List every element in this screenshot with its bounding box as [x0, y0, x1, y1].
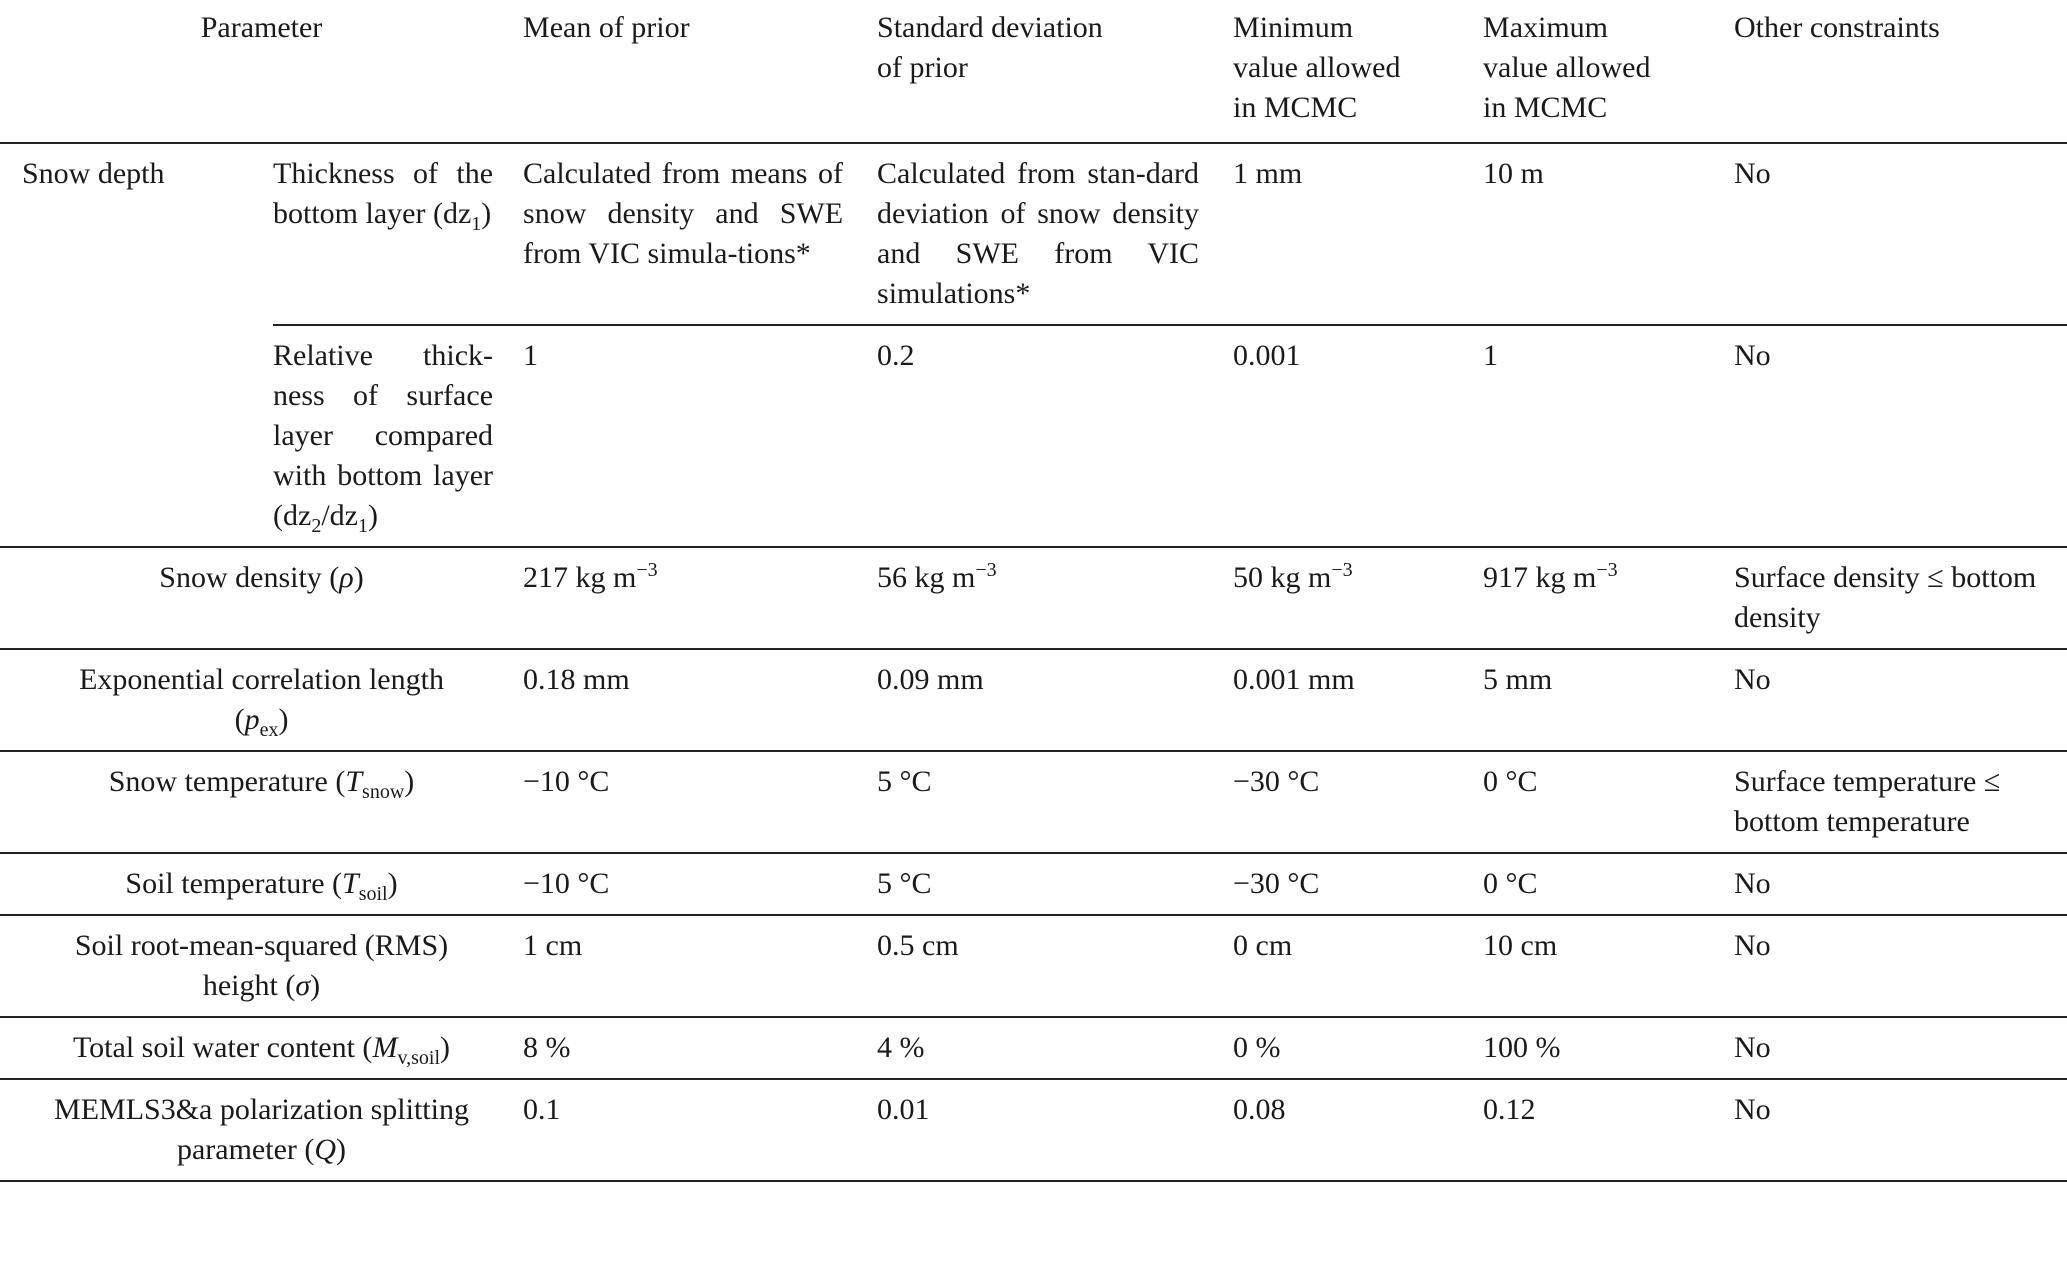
min-value: 0 %	[1233, 1017, 1483, 1079]
param-name: Snow temperature $(T_{snow})$	[0, 751, 523, 853]
min-value: 0 cm	[1233, 915, 1483, 1017]
min-value: −30 °C	[1233, 853, 1483, 915]
max-value: 5 mm	[1483, 649, 1734, 751]
param-name: Thickness of the bottom layer $(dz_1)$	[273, 143, 523, 325]
sd-value: 4 %	[877, 1017, 1233, 1079]
header-mean: Mean of prior	[523, 0, 877, 143]
mean-value: −10 °C	[523, 751, 877, 853]
min-value: 0.001	[1233, 325, 1483, 547]
header-max: Maximum value allowed in MCMC	[1483, 0, 1734, 143]
sd-value: 0.2	[877, 325, 1233, 547]
snow-depth-group-label: Snow depth	[0, 143, 273, 547]
max-value: 917 kg $m^{-3}$	[1483, 547, 1734, 649]
sd-value: 5 °C	[877, 853, 1233, 915]
other-value: No	[1734, 649, 2067, 751]
mean-value: 1 cm	[523, 915, 877, 1017]
max-value: 1	[1483, 325, 1734, 547]
table-row	[0, 649, 2067, 751]
mean-value: 217 kg $m^{-3}$	[523, 547, 877, 649]
other-value: No	[1734, 325, 2067, 547]
param-name: Soil root-mean-squared (RMS) height (σ)	[0, 915, 523, 1017]
param-name: MEMLS3&a polarization splitting parameter (Q)	[0, 1079, 523, 1181]
header-sd: Standard deviation of prior	[877, 0, 1233, 143]
table-row	[0, 143, 2067, 325]
other-value: Surface temperature ≤ bottom temperature	[1734, 751, 2067, 853]
other-value: No	[1734, 1017, 2067, 1079]
sd-value: Calculated from stan-dard deviation of snow density and SWE from VIC simulations*	[877, 143, 1233, 325]
param-name: Snow density (ρ)	[0, 547, 523, 649]
mean-value: 0.1	[523, 1079, 877, 1181]
sd-value: 0.5 cm	[877, 915, 1233, 1017]
table-row	[0, 1017, 2067, 1079]
table-row	[0, 325, 2067, 547]
param-name: Exponential correlation length $(p_{ex})$	[0, 649, 523, 751]
mean-value: 1	[523, 325, 877, 547]
max-value: 0 °C	[1483, 751, 1734, 853]
other-value: Surface density ≤ bottom density	[1734, 547, 2067, 649]
max-value: 10 m	[1483, 143, 1734, 325]
sd-value: 5 °C	[877, 751, 1233, 853]
table-row	[0, 751, 2067, 853]
other-value: No	[1734, 853, 2067, 915]
mean-value: 8 %	[523, 1017, 877, 1079]
other-value: No	[1734, 143, 2067, 325]
param-name: Total soil water content $(M_{v,soil})$	[0, 1017, 523, 1079]
table-row	[0, 915, 2067, 1017]
max-value: 10 cm	[1483, 915, 1734, 1017]
min-value: 50 kg $m^{-3}$	[1233, 547, 1483, 649]
header-row	[0, 0, 2067, 143]
table-row	[0, 547, 2067, 649]
max-value: 0 °C	[1483, 853, 1734, 915]
other-value: No	[1734, 915, 2067, 1017]
mean-value: −10 °C	[523, 853, 877, 915]
max-value: 0.12	[1483, 1079, 1734, 1181]
min-value: −30 °C	[1233, 751, 1483, 853]
min-value: 1 mm	[1233, 143, 1483, 325]
max-value: 100 %	[1483, 1017, 1734, 1079]
param-name: Relative thick-ness of surface layer compared with bottom layer $(dz_2/dz_1)$	[273, 325, 523, 547]
mean-value: Calculated from means of snow density and SWE from VIC simula-tions*	[523, 143, 877, 325]
min-value: 0.08	[1233, 1079, 1483, 1181]
header-other: Other constraints	[1734, 0, 2067, 143]
sd-value: 0.01	[877, 1079, 1233, 1181]
mean-value: 0.18 mm	[523, 649, 877, 751]
header-min: Minimum value allowed in MCMC	[1233, 0, 1483, 143]
min-value: 0.001 mm	[1233, 649, 1483, 751]
other-value: No	[1734, 1079, 2067, 1181]
table-row	[0, 853, 2067, 915]
sd-value: 0.09 mm	[877, 649, 1233, 751]
param-name: Soil temperature $(T_{soil})$	[0, 853, 523, 915]
header-parameter: Parameter	[0, 0, 523, 143]
sd-value: 56 kg $m^{-3}$	[877, 547, 1233, 649]
table-row	[0, 1079, 2067, 1181]
